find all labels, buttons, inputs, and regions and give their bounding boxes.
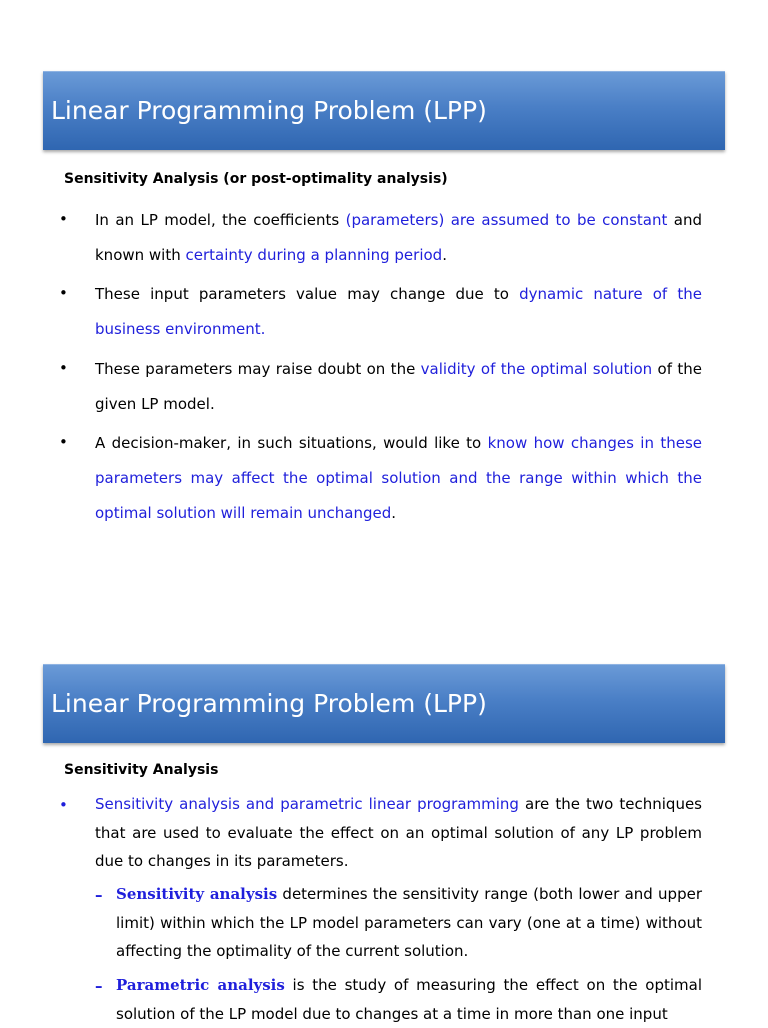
bullet-highlight: dynamic nature of the business environment. xyxy=(95,285,702,338)
bullet-text-part: A decision-maker, in such situations, would like to xyxy=(95,434,488,452)
slide-1-bullet-2 xyxy=(95,277,702,347)
bullet-highlight: validity of the optimal solution xyxy=(420,360,653,378)
bullet-text-part: These parameters may raise doubt on the xyxy=(95,360,421,378)
slide-2-title-bar xyxy=(43,664,725,743)
subbullet-term: Parametric analysis xyxy=(116,976,285,994)
slide-1-subheading: Sensitivity Analysis (or post-optimality analysis) xyxy=(64,171,448,187)
bullet-marker: • xyxy=(59,210,68,228)
subbullet-text: is the study of measuring the effect on the optimal solution of the LP model due to changes at a time in more than one input xyxy=(116,976,702,1023)
slide-2-subheading: Sensitivity Analysis xyxy=(64,762,219,778)
slide-1-bullet-1 xyxy=(95,203,702,273)
bullet-marker: • xyxy=(59,796,68,814)
bullet-marker: • xyxy=(59,284,68,302)
dash-marker: – xyxy=(95,977,103,995)
slide-1-title-bar xyxy=(43,71,725,150)
bullet-text-part: are the two techniques that are used to evaluate the effect on an optimal solution of any LP problem due to changes in its parameters. xyxy=(95,795,702,870)
bullet-text-part: . xyxy=(442,246,447,264)
bullet-highlight: certainty during a planning period xyxy=(185,246,443,264)
slide-2-subbullet-2 xyxy=(116,971,702,1028)
subbullet-text: determines the sensitivity range (both lower and upper limit) within which the LP model parameters can vary (one at a time) without affecting the optimality of the current solution. xyxy=(116,885,702,960)
bullet-text-part: In an LP model, the coefficients xyxy=(95,211,346,229)
subbullet-term: Sensitivity analysis xyxy=(116,885,278,903)
slide-2 xyxy=(0,610,768,1024)
slide-1-bullet-4 xyxy=(95,426,702,531)
slide-1-bullet-3 xyxy=(95,352,702,422)
slide-2-bullet-1 xyxy=(95,790,702,876)
bullet-text-part: . xyxy=(391,504,397,522)
bullet-highlight: (parameters) are assumed to be constant xyxy=(345,211,668,229)
slide-2-subbullet-1 xyxy=(116,880,702,966)
slide-1-title: Linear Programming Problem (LPP) xyxy=(51,96,487,125)
bullet-marker: • xyxy=(59,359,68,377)
bullet-marker: • xyxy=(59,433,68,451)
bullet-text-part: of the given LP model. xyxy=(95,360,702,413)
dash-marker: – xyxy=(95,886,103,904)
bullet-text-part: and known with xyxy=(95,211,702,264)
bullet-highlight: know how changes in these parameters may affect the optimal solution and the range within which the optimal solution will remain unchanged xyxy=(95,434,702,522)
bullet-text-part: These input parameters value may change due to xyxy=(95,285,520,303)
slide-2-title: Linear Programming Problem (LPP) xyxy=(51,689,487,718)
bullet-highlight: Sensitivity analysis and parametric linear programming xyxy=(95,795,519,813)
